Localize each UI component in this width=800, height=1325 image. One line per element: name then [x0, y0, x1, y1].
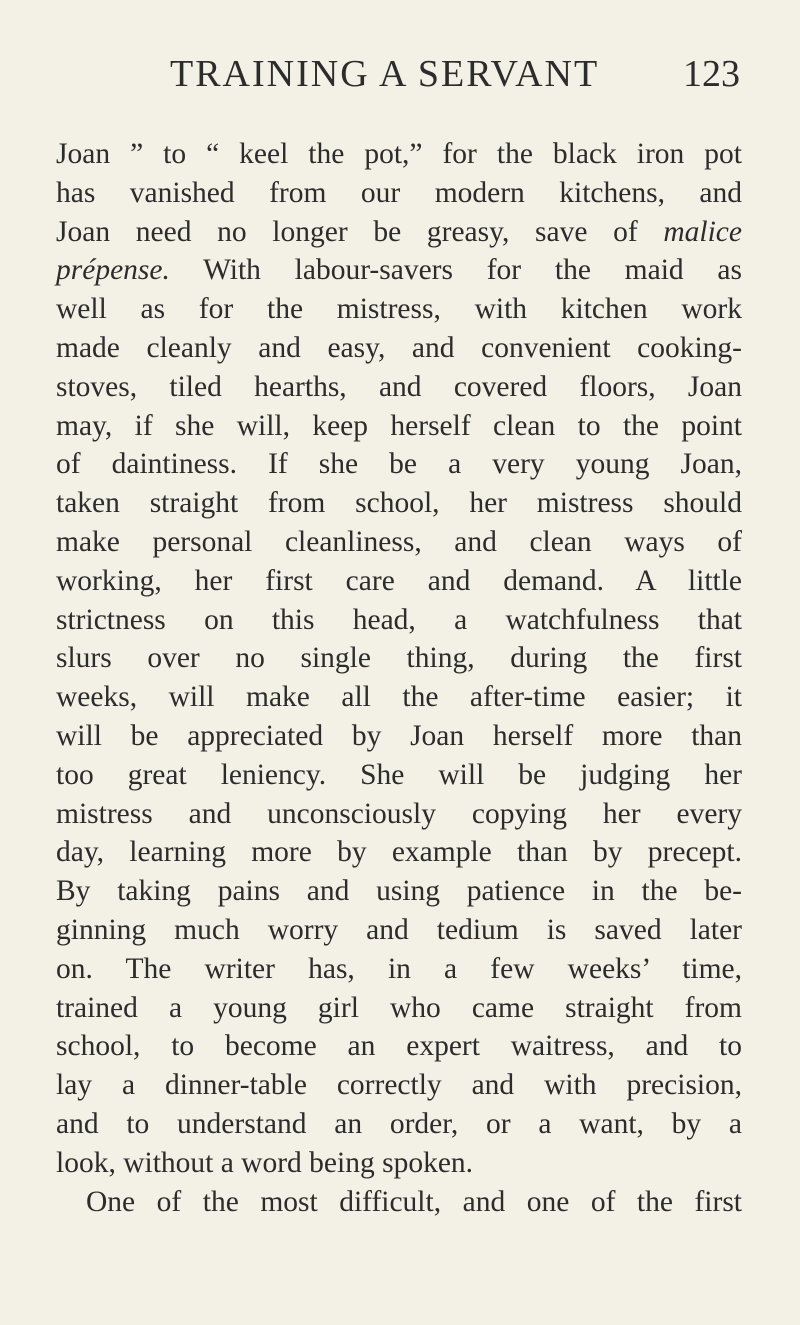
text-line: [56, 795, 742, 834]
text-line: [56, 368, 742, 407]
text-line: [56, 756, 742, 795]
text-line: [56, 989, 742, 1028]
text-run: slurs over no single thing, during the first: [56, 642, 742, 675]
text-line: [56, 407, 742, 446]
text-run: working, her first care and demand. A little: [56, 564, 742, 597]
text-run: stoves, tiled hearths, and covered floors, Joan: [56, 370, 742, 403]
text-run: made cleanly and easy, and convenient cooking-: [56, 331, 742, 364]
text-line: [56, 1105, 742, 1144]
text-line: [56, 1183, 742, 1222]
text-line: [56, 213, 742, 252]
text-run: One of the most difficult, and one of the first: [86, 1185, 742, 1218]
text-line: [56, 329, 742, 368]
text-run: of daintiness. If she be a very young Joan,: [56, 448, 742, 481]
text-line: [56, 562, 742, 601]
running-title: TRAINING A SERVANT: [170, 53, 600, 95]
running-head: [170, 52, 740, 102]
text-line: [56, 1027, 742, 1066]
text-line: [56, 872, 742, 911]
text-run: and to understand an order, or a want, by a: [56, 1107, 742, 1140]
text-line: [56, 678, 742, 717]
body-text: [56, 135, 742, 1221]
text-line: [56, 950, 742, 989]
text-run: well as for the mistress, with kitchen work: [56, 293, 742, 326]
text-run: With labour-savers for the maid as: [169, 254, 742, 287]
text-line: [56, 484, 742, 523]
text-run: look, without a word being spoken.: [56, 1146, 474, 1179]
text-run: By taking pains and using patience in the be-: [56, 875, 742, 908]
text-run: weeks, will make all the after-time easier; it: [56, 681, 742, 714]
text-run: on. The writer has, in a few weeks’ time,: [56, 952, 742, 985]
text-line: [56, 251, 742, 290]
text-line: [56, 445, 742, 484]
text-line: [56, 717, 742, 756]
text-run: may, if she will, keep herself clean to the point: [56, 409, 742, 442]
text-run: strictness on this head, a watchfulness that: [56, 603, 742, 636]
text-line: [56, 290, 742, 329]
text-run: has vanished from our modern kitchens, and: [56, 176, 742, 209]
text-line: [56, 523, 742, 562]
text-line: [56, 135, 742, 174]
paragraph: [56, 1183, 742, 1222]
text-run: make personal cleanliness, and clean ways of: [56, 525, 742, 558]
text-run: taken straight from school, her mistress should: [56, 487, 742, 520]
text-run: trained a young girl who came straight from: [56, 991, 742, 1024]
text-line: [56, 174, 742, 213]
text-run: Joan ” to “ keel the pot,” for the black iron pot: [56, 138, 742, 170]
text-line: [56, 639, 742, 678]
page-number: 123: [683, 53, 740, 95]
text-run: lay a dinner-table correctly and with precision,: [56, 1069, 742, 1102]
text-line: [56, 601, 742, 640]
text-line: [56, 1144, 742, 1183]
text-run: will be appreciated by Joan herself more than: [56, 719, 742, 752]
text-run: mistress and unconsciously copying her every: [56, 797, 742, 830]
text-run: ginning much worry and tedium is saved later: [56, 913, 742, 946]
text-run: day, learning more by example than by precept.: [56, 836, 742, 869]
paragraph: [56, 135, 742, 1183]
italic-run: malice: [663, 215, 742, 248]
text-line: [56, 833, 742, 872]
text-line: [56, 911, 742, 950]
text-run: school, to become an expert waitress, and to: [56, 1030, 742, 1063]
italic-run: prépense.: [56, 254, 170, 287]
text-run: too great leniency. She will be judging her: [56, 758, 742, 791]
text-run: Joan need no longer be greasy, save of: [56, 215, 664, 248]
text-line: [56, 1066, 742, 1105]
